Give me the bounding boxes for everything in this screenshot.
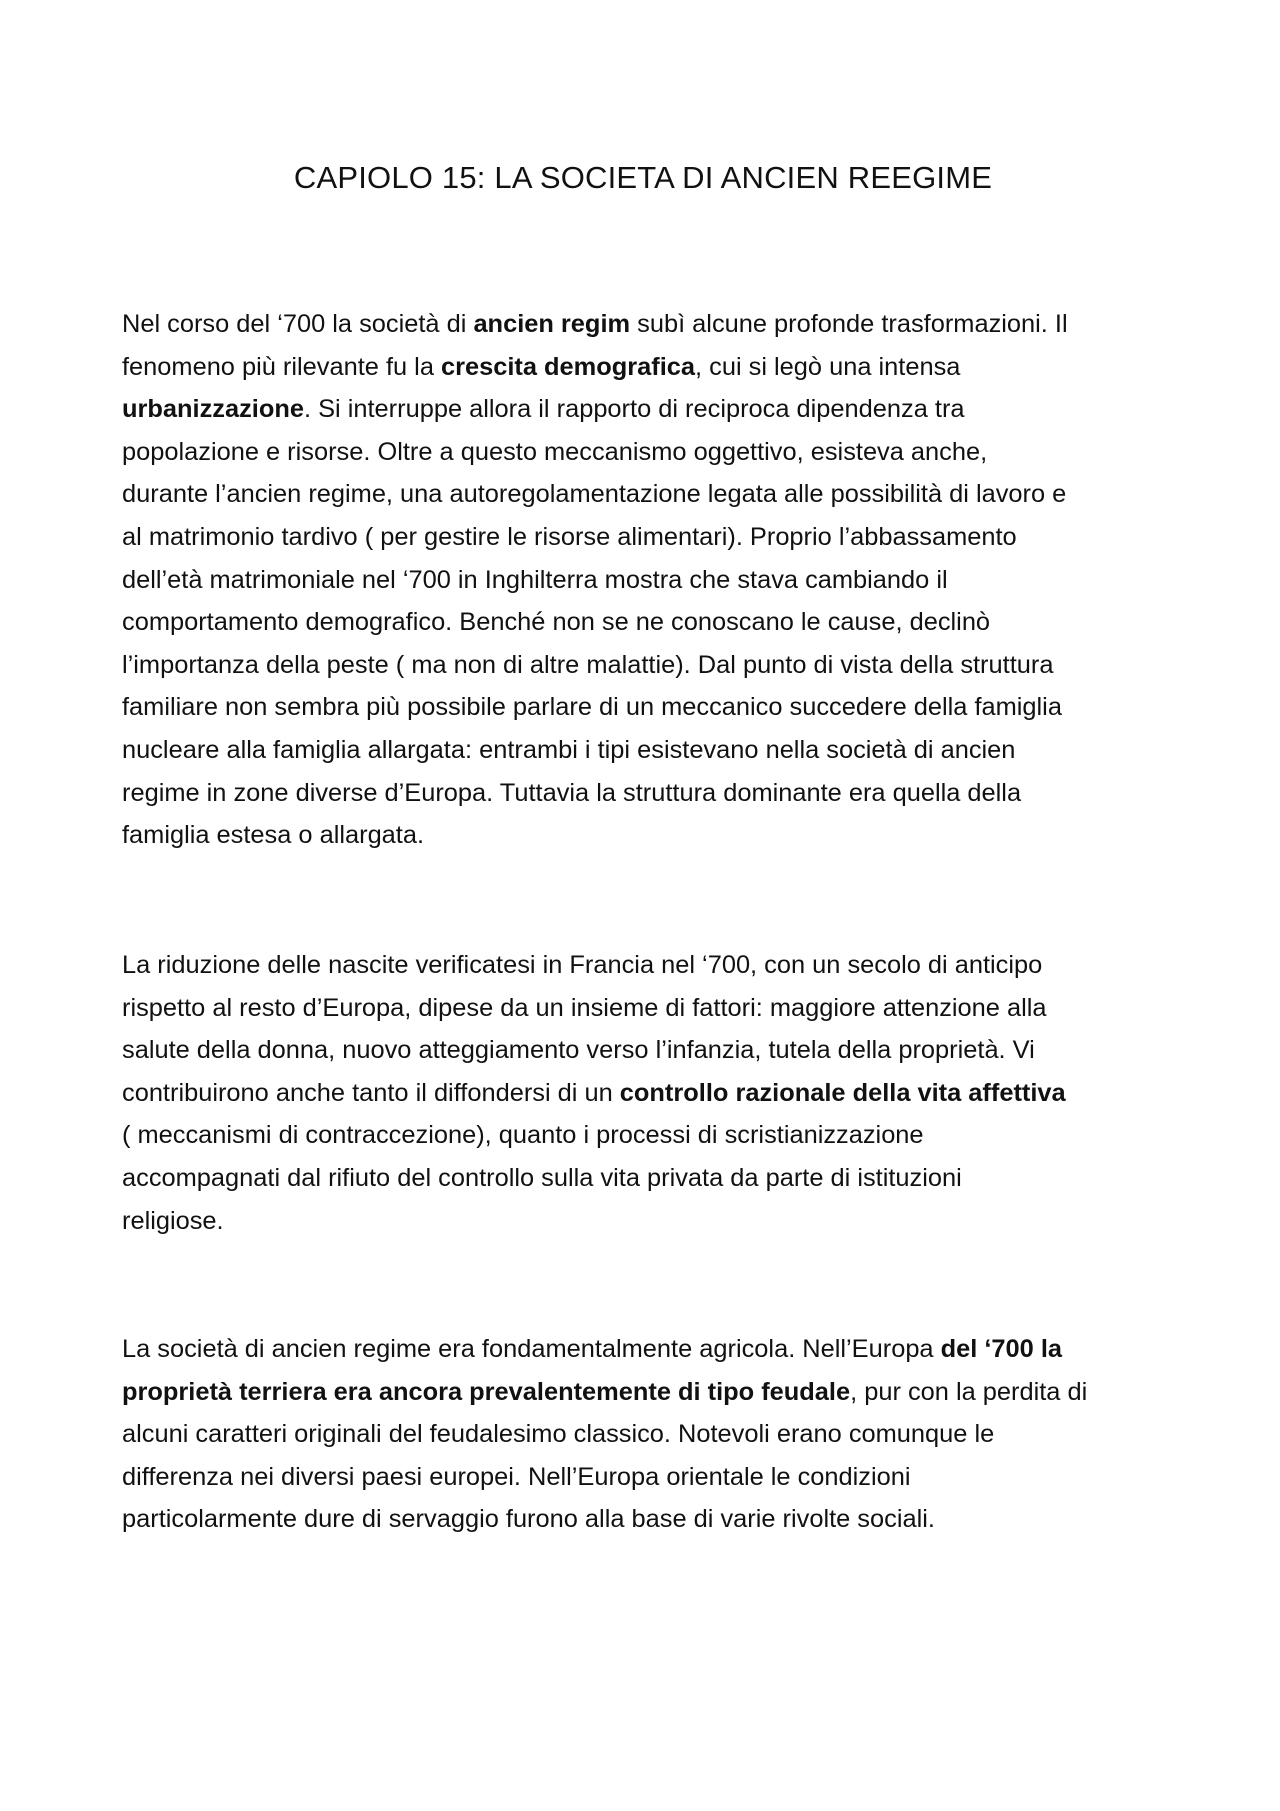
bold-text: ancien regim	[473, 310, 631, 338]
text-line	[122, 686, 1182, 729]
text-segment: al matrimonio tardivo ( per gestire le risorse alimentari). Proprio l’abbassamento	[122, 522, 1017, 551]
text-line	[122, 987, 1182, 1030]
text-segment: subì alcune profonde trasformazioni. Il	[630, 310, 1068, 338]
text-segment: familiare non sembra più possibile parlare di un meccanico succedere della famiglia	[122, 693, 1062, 722]
paragraph-agricultural-society	[122, 1328, 1182, 1541]
text-line	[122, 431, 1182, 474]
paragraph-demography	[122, 303, 1182, 857]
text-segment: popolazione e risorse. Oltre a questo meccanismo oggettivo, esisteva anche,	[122, 437, 988, 466]
text-line	[122, 1200, 1182, 1243]
text-segment: La riduzione delle nascite verificatesi in Francia nel ‘700, con un secolo di anticipo	[122, 951, 1043, 979]
text-line	[122, 1456, 1182, 1499]
text-line	[122, 1029, 1182, 1072]
text-line	[122, 473, 1182, 516]
text-segment: comportamento demografico. Benché non se ne conoscano le cause, declinò	[122, 608, 991, 637]
text-line	[122, 1371, 1182, 1414]
text-segment: Nel corso del ‘700 la società di	[122, 310, 474, 338]
text-line	[122, 1328, 1182, 1371]
text-line	[122, 1498, 1182, 1541]
text-segment: regime in zone diverse d’Europa. Tuttavia la struttura dominante era quella della	[122, 778, 1022, 807]
text-line	[122, 772, 1182, 815]
text-segment: La società di ancien regime era fondamentalmente agricola. Nell’Europa	[122, 1335, 941, 1363]
bold-text: controllo razionale della vita affettiva	[619, 1078, 1066, 1107]
text-segment: ( meccanismi di contraccezione), quanto i processi di scristianizzazione	[122, 1121, 924, 1150]
bold-text: urbanizzazione	[122, 395, 304, 424]
text-segment: l’importanza della peste ( ma non di altre malattie). Dal punto di vista della struttura	[122, 650, 1054, 679]
text-line	[122, 1413, 1182, 1456]
text-segment: . Si interruppe allora il rapporto di reciproca dipendenza tra	[304, 395, 965, 424]
text-segment: fenomeno più rilevante fu la	[122, 352, 441, 381]
text-line	[122, 559, 1182, 602]
text-line	[122, 814, 1182, 857]
text-segment: contribuirono anche tanto il diffondersi di un	[122, 1078, 620, 1107]
document-title: CAPIOLO 15: LA SOCIETA DI ANCIEN REEGIME	[293, 160, 993, 195]
text-line	[122, 1072, 1182, 1115]
bold-text: crescita demografica	[441, 352, 696, 381]
text-line	[122, 346, 1182, 389]
text-segment: nucleare alla famiglia allargata: entrambi i tipi esistevano nella società di ancien	[122, 735, 1016, 764]
text-segment: alcuni caratteri originali del feudalesimo classico. Notevoli erano comunque le	[122, 1420, 995, 1449]
text-line	[122, 303, 1182, 346]
text-segment: differenza nei diversi paesi europei. Nell’Europa orientale le condizioni	[122, 1462, 911, 1491]
text-segment: , cui si legò una intensa	[695, 352, 961, 381]
bold-text: del ‘700 la	[940, 1335, 1063, 1363]
paragraph-birth-reduction	[122, 944, 1182, 1242]
bold-text: proprietà terriera era ancora prevalentemente di tipo feudale	[122, 1377, 851, 1406]
text-segment: durante l’ancien regime, una autoregolamentazione legata alle possibilità di lavoro e	[122, 480, 1067, 509]
text-line	[122, 516, 1182, 559]
text-line	[122, 601, 1182, 644]
text-segment: , pur con la perdita di	[850, 1377, 1088, 1406]
text-line	[122, 1157, 1182, 1200]
text-segment: salute della donna, nuovo atteggiamento verso l’infanzia, tutela della proprietà. Vi	[122, 1036, 1035, 1065]
text-segment: accompagnati dal rifiuto del controllo sulla vita privata da parte di istituzioni	[122, 1163, 962, 1192]
text-segment: rispetto al resto d’Europa, dipese da un insieme di fattori: maggiore attenzione alla	[122, 993, 1047, 1022]
text-segment: dell’età matrimoniale nel ‘700 in Inghilterra mostra che stava cambiando il	[122, 565, 948, 594]
text-line	[122, 1114, 1182, 1157]
text-segment: particolarmente dure di servaggio furono alla base di varie rivolte sociali.	[122, 1505, 935, 1534]
text-line	[122, 644, 1182, 687]
text-line	[122, 388, 1182, 431]
text-segment: famiglia estesa o allargata.	[122, 821, 425, 850]
text-segment: religiose.	[122, 1206, 224, 1235]
text-line	[122, 729, 1182, 772]
text-line	[122, 944, 1182, 987]
